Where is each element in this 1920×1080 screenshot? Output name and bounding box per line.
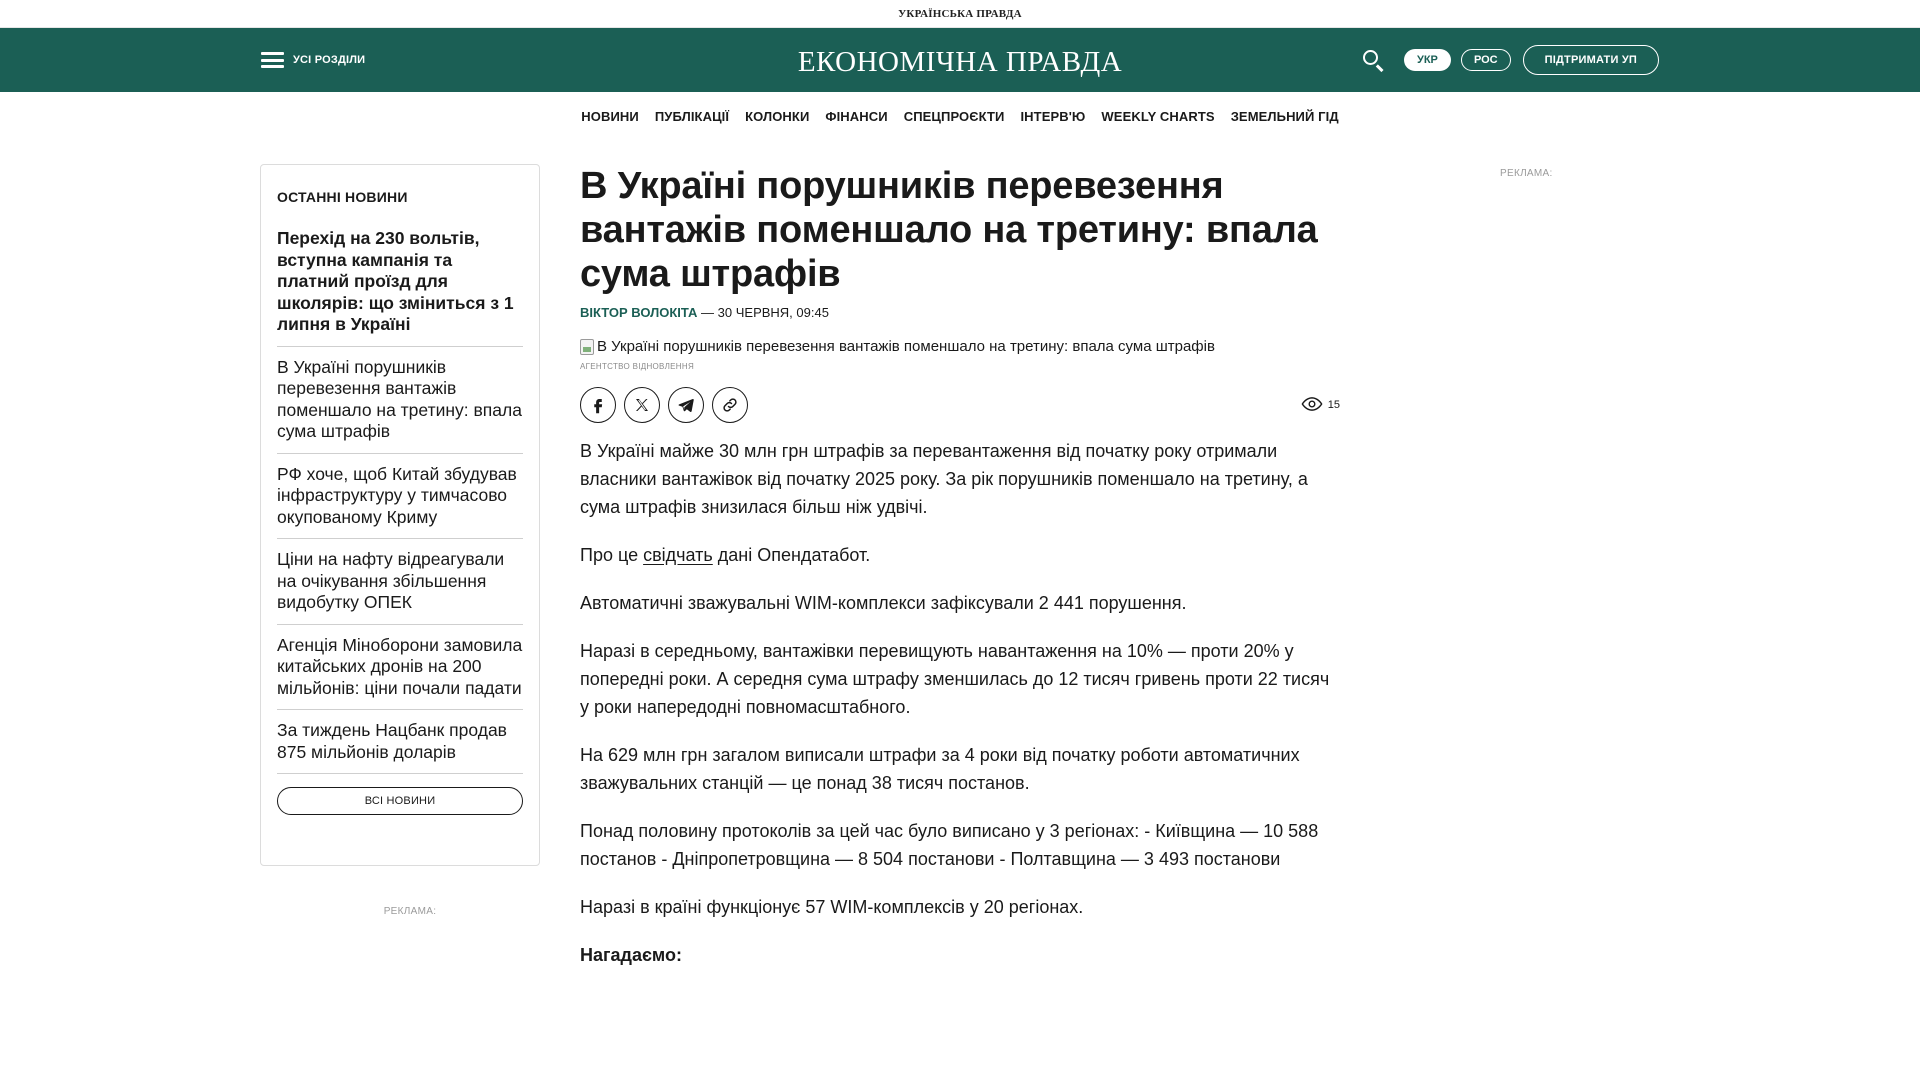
all-sections-menu-button[interactable] xyxy=(261,28,365,92)
ad-label-right: РЕКЛАМА: xyxy=(1500,168,1553,179)
copy-link-icon[interactable] xyxy=(712,387,748,423)
nav-item-news[interactable]: НОВИНИ xyxy=(581,108,639,124)
article-paragraph: Понад половину протоколів за цей час було виписано у 3 регіонах: - Київщина — 10 588 постанов - Дніпропетровщина — 8 504 постанови - Полтавщина — 3 493 постанови xyxy=(580,821,1319,869)
publish-date: — 30 ЧЕРВНЯ, 09:45 xyxy=(701,305,829,320)
news-item[interactable]: Агенція Міноборони замовила китайських дронів на 200 мільйонів: ціни почали падати xyxy=(277,625,523,711)
nav-item-land-guide[interactable]: ЗЕМЕЛЬНИЙ ГІД xyxy=(1230,108,1339,124)
article-paragraph: Наразі в середньому, вантажівки перевищують навантаження на 10% — проти 20% у попередні роки. А середня сума штрафу зменшилась до 12 тисяч гривень проти 22 тисяч у роки напередодні повномасштабного. xyxy=(580,641,1330,717)
article-paragraph: В Україні майже 30 млн грн штрафів за перевантаження від початку року отримали власники вантажівок від початку 2025 року. За рік порушників поменшало на третину, а сума штрафів знизилася більш ніж удвічі. xyxy=(580,441,1308,517)
lang-ukr-button[interactable]: УКР xyxy=(1404,49,1451,71)
article-paragraph: Автоматичні зважувальні WIM-комплекси зафіксували 2 441 порушення. xyxy=(580,593,1187,613)
article-paragraph: Про це свідчать дані Опендатабот. xyxy=(580,545,871,565)
site-logo[interactable]: ЕКОНОМІЧНА ПРАВДА xyxy=(797,46,1123,78)
image-alt-text: В Україні порушників перевезення вантажів поменшало на третину: впала сума штрафів xyxy=(597,338,1215,355)
byline xyxy=(580,305,1340,320)
nav-item-finance[interactable]: ФІНАНСИ xyxy=(825,108,888,124)
news-item[interactable]: За тиждень Нацбанк продав 875 мільйонів доларів xyxy=(277,710,523,774)
main-nav xyxy=(0,92,1920,134)
view-counter xyxy=(1301,397,1340,414)
news-item[interactable]: РФ хоче, щоб Китай збудував інфраструктуру у тимчасово окупованому Криму xyxy=(277,454,523,540)
nav-item-interviews[interactable]: ІНТЕРВ'Ю xyxy=(1020,108,1086,124)
news-item[interactable]: В Україні порушників перевезення вантажів поменшало на третину: впала сума штрафів xyxy=(277,347,523,454)
author-link[interactable]: ВІКТОР ВОЛОКІТА xyxy=(580,305,698,320)
source-link[interactable]: свідчать xyxy=(643,545,713,565)
top-strip xyxy=(0,0,1920,28)
share-row xyxy=(580,387,1340,423)
all-news-button[interactable]: ВСІ НОВИНИ xyxy=(277,787,523,815)
article-subheading: Нагадаємо: xyxy=(580,945,682,965)
support-button[interactable]: ПІДТРИМАТИ УП xyxy=(1523,45,1659,75)
ukrainska-pravda-logo[interactable]: УКРАЇНСЬКА ПРАВДА xyxy=(898,7,1022,20)
header-actions xyxy=(1360,28,1659,92)
latest-news-sidebar xyxy=(260,164,540,866)
latest-news-heading: ОСТАННІ НОВИНИ xyxy=(277,189,408,205)
article-title: В Україні порушників перевезення вантажів поменшало на третину: впала сума штрафів xyxy=(580,165,1318,295)
article xyxy=(580,164,1340,992)
view-count: 15 xyxy=(1327,399,1340,411)
lang-ros-button[interactable]: РОС xyxy=(1461,49,1511,71)
x-twitter-icon[interactable] xyxy=(624,387,660,423)
share-icons xyxy=(580,387,748,423)
ad-label-left: РЕКЛАМА: xyxy=(383,906,437,917)
hamburger-icon xyxy=(261,52,284,68)
site-header xyxy=(0,28,1920,92)
news-item[interactable]: Ціни на нафту відреагували на очікування збільшення видобутку ОПЕК xyxy=(277,539,523,625)
nav-item-special-projects[interactable]: СПЕЦПРОЄКТИ xyxy=(903,108,1005,124)
eye-icon xyxy=(1301,397,1323,414)
news-item[interactable]: Перехід на 230 вольтів, вступна кампанія та платний проїзд для школярів: що зміниться з 1 липня в Україні xyxy=(277,218,523,347)
broken-image-icon xyxy=(580,339,594,355)
nav-item-weekly-charts[interactable]: WEEKLY CHARTS xyxy=(1101,108,1215,124)
all-sections-label: УСІ РОЗДІЛИ xyxy=(293,54,366,66)
article-paragraph: На 629 млн грн загалом виписали штрафи за 4 роки від початку роботи автоматичних зважувальних станцій — це понад 38 тисяч постанов. xyxy=(580,745,1300,793)
article-body xyxy=(580,437,1340,969)
search-icon[interactable] xyxy=(1360,47,1386,73)
facebook-icon[interactable] xyxy=(580,387,616,423)
article-image xyxy=(580,338,1340,355)
nav-item-columns[interactable]: КОЛОНКИ xyxy=(745,108,810,124)
nav-item-publications[interactable]: ПУБЛІКАЦІЇ xyxy=(654,108,730,124)
image-credit: АГЕНТСТВО ВІДНОВЛЕННЯ xyxy=(580,362,695,371)
telegram-icon[interactable] xyxy=(668,387,704,423)
article-paragraph: Наразі в країні функціонує 57 WIM-комплексів у 20 регіонах. xyxy=(580,897,1084,917)
